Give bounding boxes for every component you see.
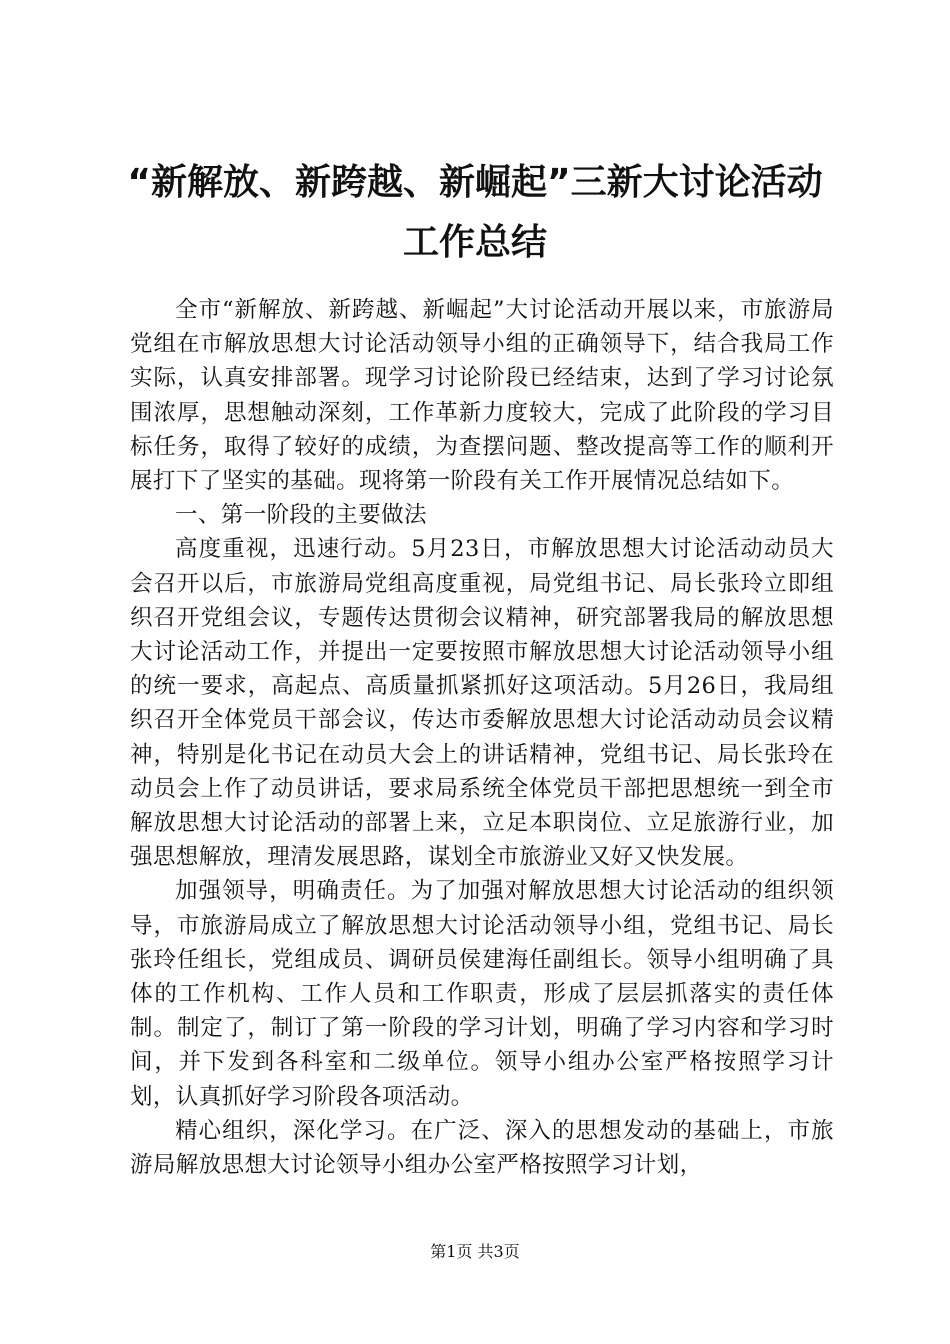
- section-heading-1: 一、第一阶段的主要做法: [175, 502, 427, 529]
- paragraph-study: 精心组织，深化学习。在广泛、深入的思想发动的基础上，市旅游局解放思想大讨论领导小组办公室严格按照学习计划，: [130, 1117, 834, 1179]
- document-body: [130, 293, 834, 1182]
- document-title-line-1: “新解放、新跨越、新崛起”三新大讨论活动: [127, 162, 823, 203]
- paragraph-leadership: 加强领导，明确责任。为了加强对解放思想大讨论活动的组织领导，市旅游局成立了解放思想大讨论活动领导小组，党组书记、局长张玲任组长，党组成员、调研员侯建海任副组长。领导小组明确了具体的工作机构、工作人员和工作职责，形成了层层抓落实的责任体制。制定了，制订了第一阶段的学习计划，明确了学习内容和学习时间，并下发到各科室和二级单位。领导小组办公室严格按照学习计划，认真抓好学习阶段各项活动。: [130, 878, 834, 1110]
- paragraph-attention: 高度重视，迅速行动。5月23日，市解放思想大讨论活动动员大会召开以后，市旅游局党组高度重视，局党组书记、局长张玲立即组织召开党组会议，专题传达贯彻会议精神，研究部署我局的解放思想大讨论活动工作，并提出一定要按照市解放思想大讨论活动领导小组的统一要求，高起点、高质量抓紧抓好这项活动。5月26日，我局组织召开全体党员干部会议，传达市委解放思想大讨论活动动员会议精神，特别是化书记在动员大会上的讲话精神，党组书记、局长张玲在动员会上作了动员讲话，要求局系统全体党员干部把思想统一到全市解放思想大讨论活动的部署上来，立足本职岗位、立足旅游行业，加强思想解放，理清发展思路，谋划全市旅游业又好又快发展。: [130, 536, 834, 871]
- paragraph-intro: 全市“新解放、新跨越、新崛起”大讨论活动开展以来，市旅游局党组在市解放思想大讨论活动领导小组的正确领导下，结合我局工作实际，认真安排部署。现学习讨论阶段已经结束，达到了学习讨论氛围浓厚，思想触动深刻，工作革新力度较大，完成了此阶段的学习目标任务，取得了较好的成绩，为查摆问题、整改提高等工作的顺利开展打下了坚实的基础。现将第一阶段有关工作开展情况总结如下。: [130, 297, 834, 495]
- page-footer: 第1页 共3页: [430, 1242, 520, 1261]
- document-title-line-2: 工作总结: [402, 222, 547, 263]
